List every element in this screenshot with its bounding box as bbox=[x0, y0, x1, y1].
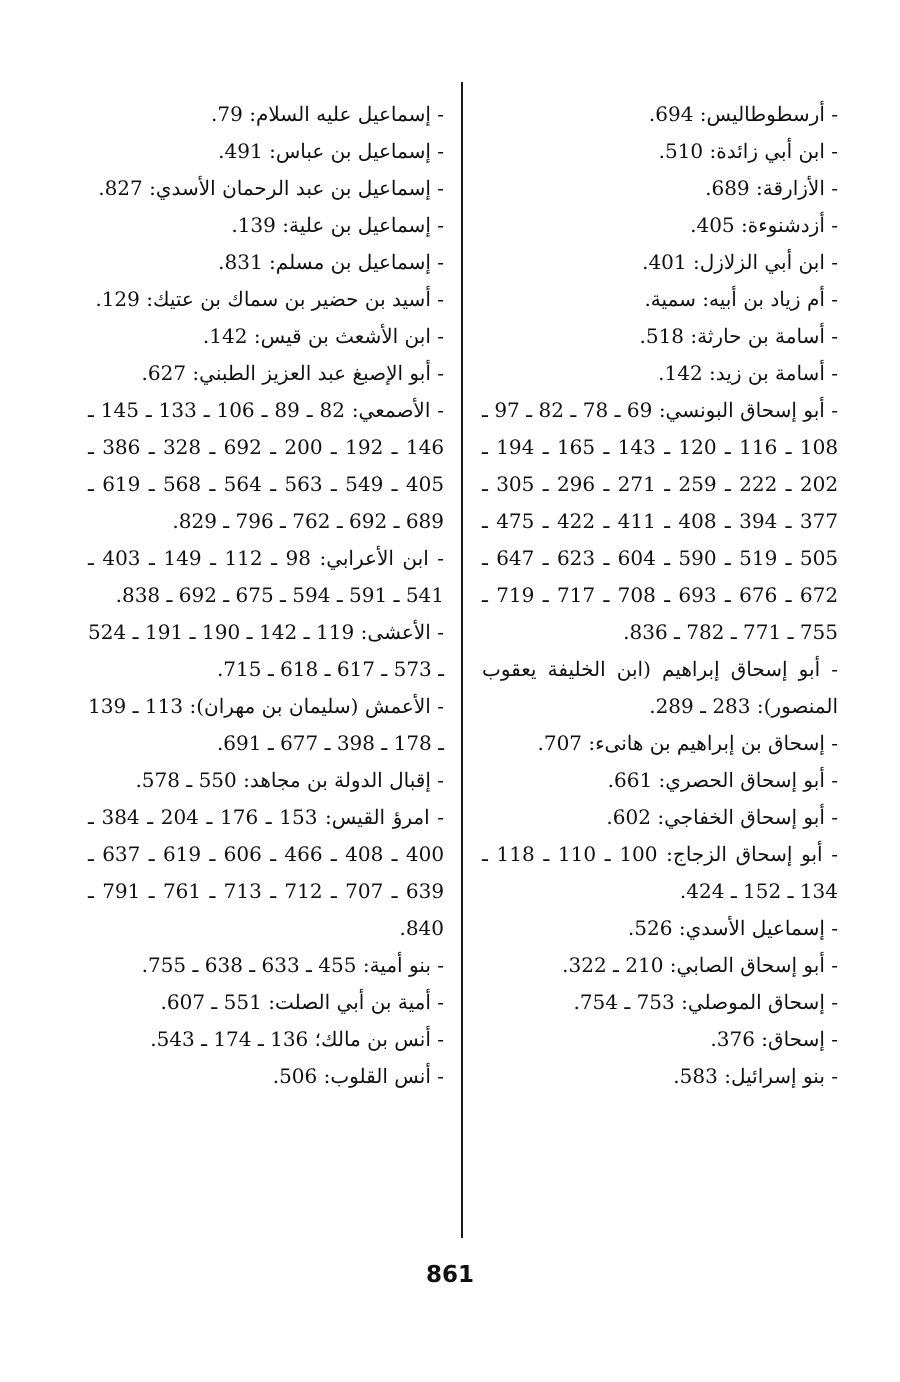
index-entry: - أمية بن أبي الصلت: 551 ـ 607. bbox=[160, 990, 444, 1014]
index-entry: - أسامة بن حارثة: 518. bbox=[639, 324, 838, 348]
index-entry: - أنس القلوب: 506. bbox=[272, 1064, 444, 1088]
index-entry: - إسحاق الموصلي: 753 ـ 754. bbox=[573, 990, 838, 1014]
index-entry: - امرؤ القيس: 153 ـ 176 ـ 204 ـ 384 ـ 400 ـ 408 ـ 466 ـ 606 ـ 619 ـ 637 ـ 639 ـ 707 ـ 712 ـ 713 ـ 761 ـ 791 ـ 840. bbox=[88, 805, 445, 940]
index-entry: - إسماعيل بن علية: 139. bbox=[231, 213, 444, 237]
page-number: 861 bbox=[425, 1262, 474, 1288]
index-entry: - الأعمش (سليمان بن مهران): 113 ـ 139 ـ 178 ـ 398 ـ 677 ـ 691. bbox=[88, 694, 444, 755]
index-entry: - أبو الإصبغ عبد العزيز الطبني: 627. bbox=[141, 361, 444, 385]
index-entry: - الأصمعي: 82 ـ 89 ـ 106 ـ 133 ـ 145 ـ 146 ـ 192 ـ 200 ـ 692 ـ 328 ـ 386 ـ 405 ـ 549 ـ 563 ـ 564 ـ 568 ـ 619 ـ 689 ـ 692 ـ 762 ـ 796 ـ 829. bbox=[88, 398, 445, 533]
index-entry: - إسماعيل عليه السلام: 79. bbox=[211, 102, 444, 126]
index-entry: - أبو إسحاق الخفاجي: 602. bbox=[606, 805, 838, 829]
index-entry: - أسيد بن حضير بن سماك بن عتيك: 129. bbox=[95, 287, 444, 311]
index-entry: - الأعشى: 119 ـ 142 ـ 190 ـ 191 ـ 524 ـ 573 ـ 617 ـ 618 ـ 715. bbox=[88, 620, 445, 681]
index-entry: - الأزارقة: 689. bbox=[705, 176, 838, 200]
index-entry: - إسماعيل الأسدي: 526. bbox=[627, 916, 838, 940]
index-column-right bbox=[482, 96, 838, 1095]
index-entry: - أرسطوطاليس: 694. bbox=[648, 102, 838, 126]
index-entry: - ابن أبي زائدة: 510. bbox=[658, 139, 838, 163]
index-entry: - ابن الأشعث بن قيس: 142. bbox=[202, 324, 444, 348]
index-entry: - أبو إسحاق البونسي: 69 ـ 78 ـ 82 ـ 97 ـ 108 ـ 116 ـ 120 ـ 143 ـ 165 ـ 194 ـ 202 ـ 222 ـ 259 ـ 271 ـ 296 ـ 305 ـ 377 ـ 394 ـ 408 ـ 411 ـ 422 ـ 475 ـ 505 ـ 519 ـ 590 ـ 604 ـ 623 ـ 647 ـ 672 ـ 676 ـ 693 ـ 708 ـ 717 ـ 719 ـ 755 ـ 771 ـ 782 ـ 836. bbox=[482, 398, 839, 644]
index-entry: - أم زياد بن أبيه: سمية. bbox=[644, 287, 838, 311]
index-entry: - أزدشنوءة: 405. bbox=[690, 213, 838, 237]
index-entry: - أبو إسحاق الصابي: 210 ـ 322. bbox=[562, 953, 838, 977]
index-entry: - ابن الأعرابي: 98 ـ 112 ـ 149 ـ 403 ـ 541 ـ 591 ـ 594 ـ 675 ـ 692 ـ 838. bbox=[88, 546, 445, 607]
index-entry: - أنس بن مالك؛ 136 ـ 174 ـ 543. bbox=[150, 1027, 444, 1051]
index-entry: - إسماعيل بن عبد الرحمان الأسدي: 827. bbox=[98, 176, 444, 200]
index-entry: - بنو إسرائيل: 583. bbox=[673, 1064, 838, 1088]
index-entry: - إسماعيل بن عباس: 491. bbox=[218, 139, 444, 163]
index-entry: - إسحاق: 376. bbox=[710, 1027, 838, 1051]
index-column-left bbox=[88, 96, 444, 1095]
index-entry: - أسامة بن زيد: 142. bbox=[658, 361, 838, 385]
index-entry: - أبو إسحاق الزجاج: 100 ـ 110 ـ 118 ـ 134 ـ 152 ـ 424. bbox=[482, 842, 839, 903]
index-entry: - أبو إسحاق الحصري: 661. bbox=[607, 768, 838, 792]
index-entry: - ابن أبي الزلازل: 401. bbox=[642, 250, 838, 274]
index-entry: - إسماعيل بن مسلم: 831. bbox=[218, 250, 444, 274]
index-entry: - بنو أمية: 455 ـ 633 ـ 638 ـ 755. bbox=[141, 953, 444, 977]
column-divider bbox=[461, 82, 463, 1238]
index-entry: - إقبال الدولة بن مجاهد: 550 ـ 578. bbox=[135, 768, 444, 792]
index-entry: - إسحاق بن إبراهيم بن هانىء: 707. bbox=[537, 731, 838, 755]
index-entry: - أبو إسحاق إبراهيم (ابن الخليفة يعقوب المنصور): 283 ـ 289. bbox=[482, 657, 838, 718]
